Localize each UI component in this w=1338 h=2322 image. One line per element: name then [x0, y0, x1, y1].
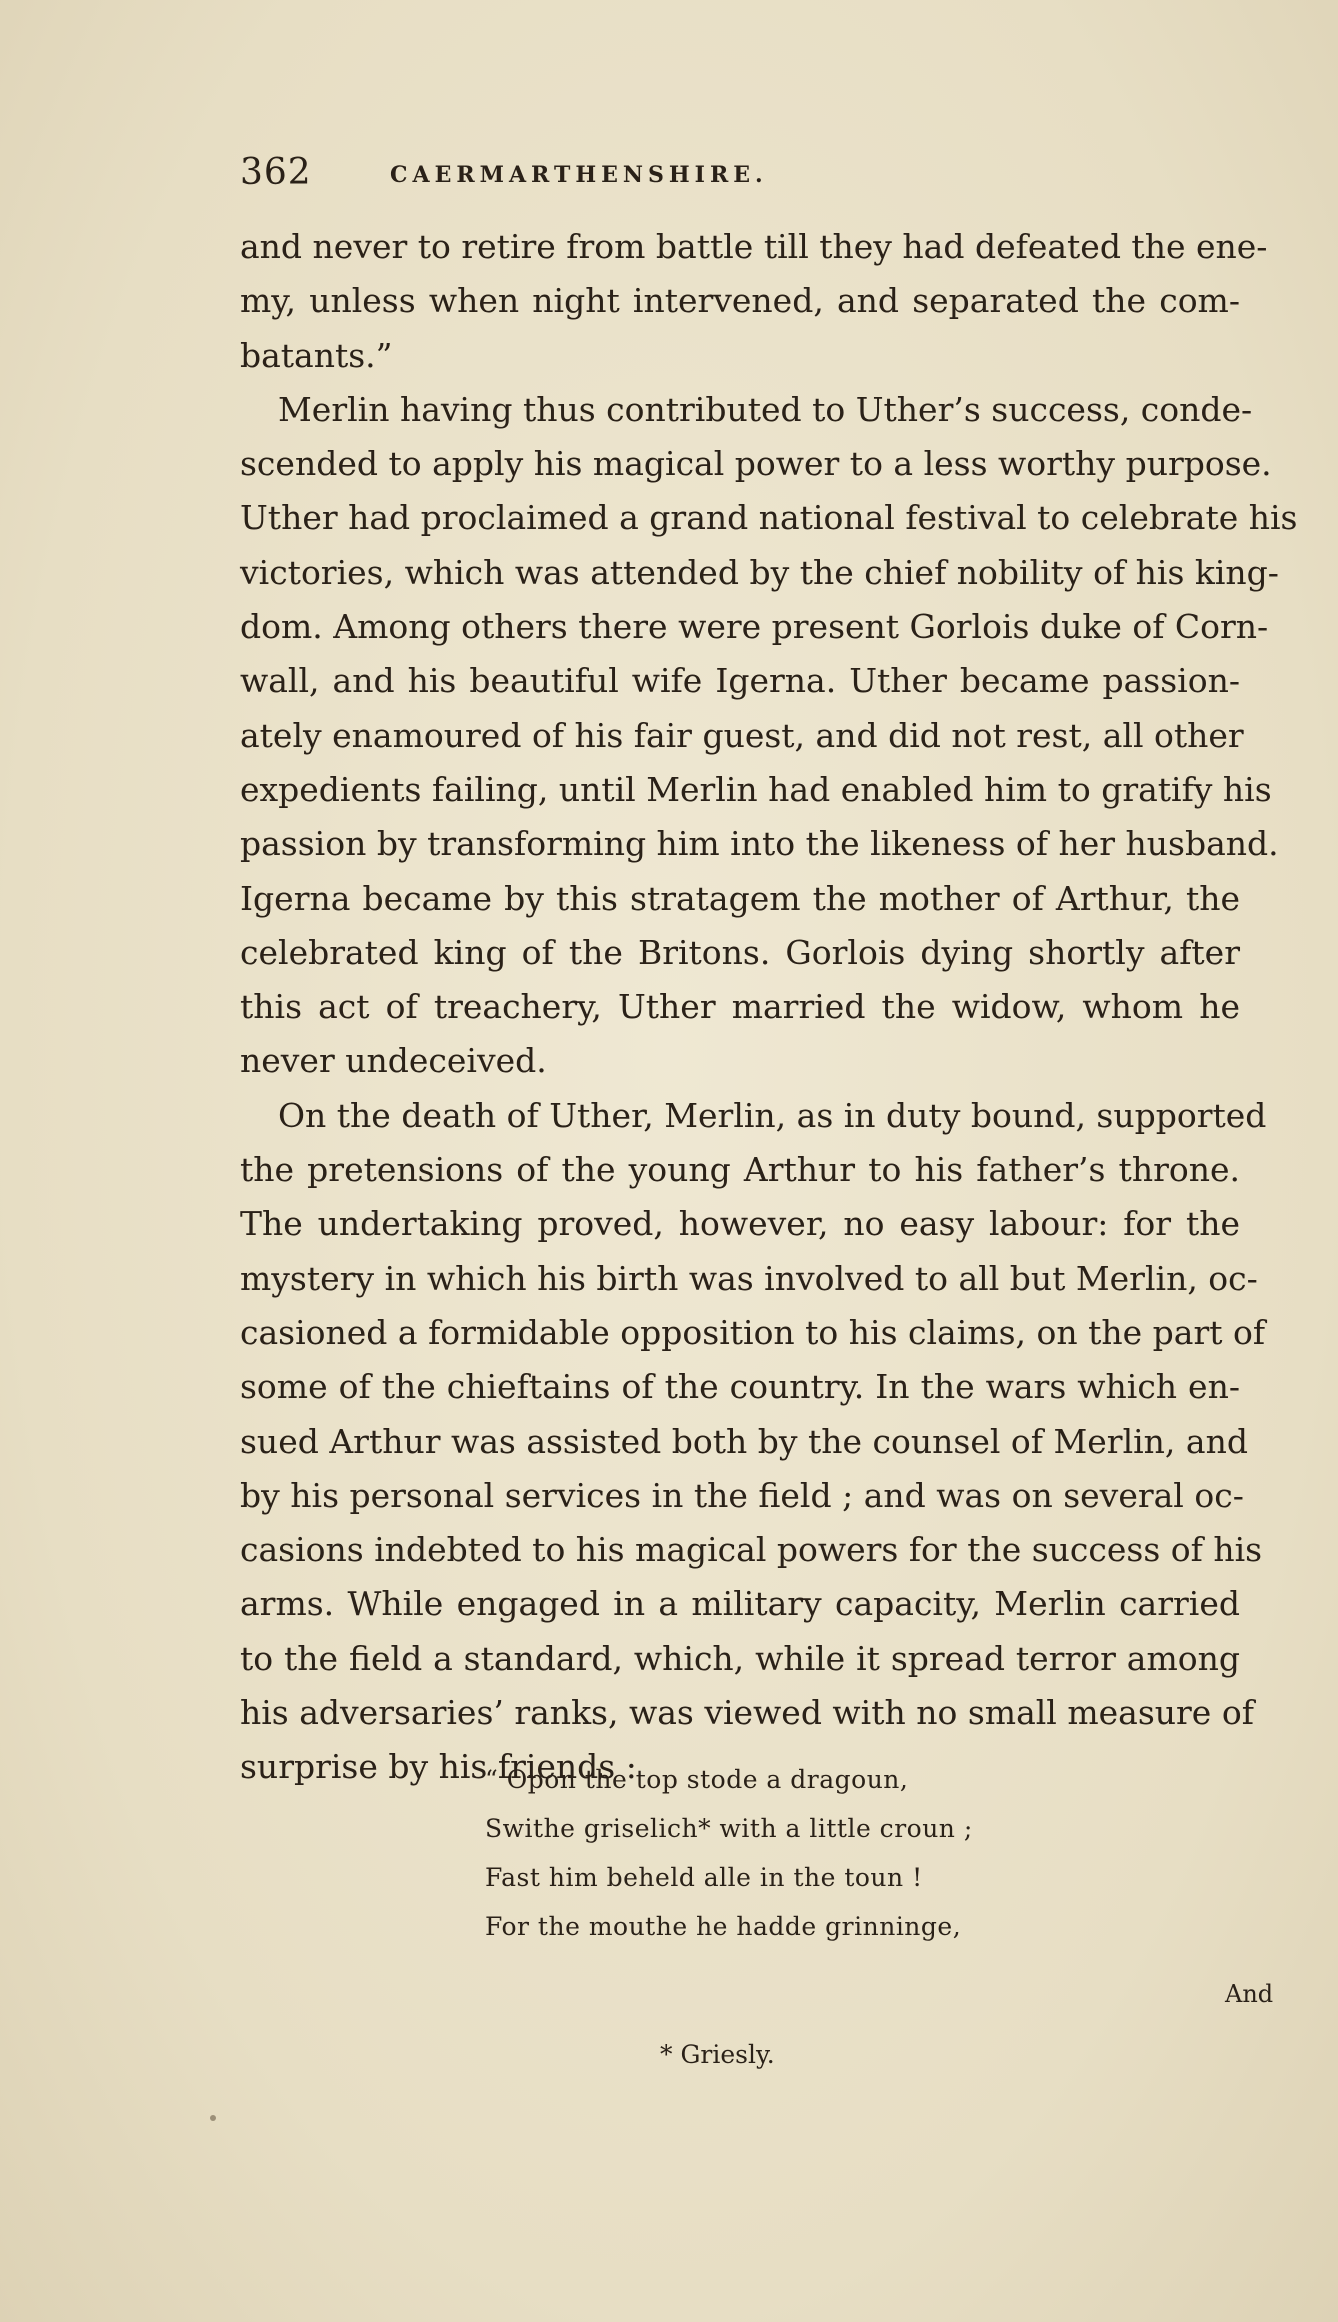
text-line: wall, and his beautiful wife Igerna. Uther became passion-	[240, 661, 1240, 701]
text-line: some of the chieftains of the country. In the wars which en-	[240, 1367, 1240, 1407]
footnote: * Griesly.	[660, 2040, 775, 2069]
text-line: surprise by his friends :	[240, 1747, 637, 1787]
text-line: my, unless when night intervened, and separated the com-	[240, 281, 1240, 321]
text-line: casions indebted to his magical powers for the success of his	[240, 1530, 1263, 1570]
text-line: passion by transforming him into the likeness of her husband.	[240, 824, 1279, 864]
page-number: 362	[240, 152, 312, 193]
catchword: And	[1225, 1980, 1274, 2008]
text-line: celebrated king of the Britons. Gorlois dying shortly after	[240, 932, 1240, 972]
text-line: casioned a formidable opposition to his claims, on the part of	[240, 1312, 1266, 1352]
text-line: dom. Among others there were present Gorlois duke of Corn-	[240, 607, 1269, 647]
text-line: his adversaries’ ranks, was viewed with no small measure of	[240, 1693, 1254, 1733]
text-line: Uther had proclaimed a grand national festival to celebrate his	[240, 498, 1298, 538]
text-line: The undertaking proved, however, no easy labour: for the	[240, 1204, 1240, 1244]
text-line: victories, which was attended by the chief nobility of his king-	[240, 552, 1279, 592]
text-line: this act of treachery, Uther married the widow, whom he	[240, 987, 1240, 1027]
verse-line: For the mouthe he hadde grinninge,	[485, 1912, 962, 1941]
text-line: the pretensions of the young Arthur to his father’s throne.	[240, 1150, 1240, 1190]
body-text	[240, 220, 1298, 1795]
text-line: sued Arthur was assisted both by the counsel of Merlin, and	[240, 1421, 1248, 1461]
text-line: never undeceived.	[240, 1041, 547, 1081]
verse-line: Swithe griselich* with a little croun ;	[485, 1814, 973, 1843]
text-line: mystery in which his birth was involved to all but Merlin, oc-	[240, 1258, 1258, 1298]
verse-line: Fast him beheld alle in the toun !	[485, 1863, 923, 1892]
text-line: ately enamoured of his fair guest, and did not rest, all other	[240, 715, 1244, 755]
running-title: CAERMARTHENSHIRE.	[390, 162, 768, 188]
text-line: Merlin having thus contributed to Uther’s success, conde-	[278, 389, 1253, 429]
text-line: batants.”	[240, 335, 393, 375]
text-line: by his personal services in the field ; and was on several oc-	[240, 1475, 1244, 1515]
text-line: On the death of Uther, Merlin, as in duty bound, supported	[278, 1095, 1267, 1135]
text-line: to the field a standard, which, while it spread terror among	[240, 1638, 1240, 1678]
verse-line: “ Opon the top stode a dragoun,	[485, 1765, 909, 1794]
text-line: arms. While engaged in a military capacity, Merlin carried	[240, 1584, 1240, 1624]
text-line: scended to apply his magical power to a less worthy purpose.	[240, 444, 1272, 484]
text-line: Igerna became by this stratagem the mother of Arthur, the	[240, 878, 1240, 918]
text-line: and never to retire from battle till they had defeated the ene-	[240, 227, 1268, 266]
page-header	[240, 152, 1120, 202]
ink-speck	[210, 2115, 216, 2121]
text-line: expedients failing, until Merlin had enabled him to gratify his	[240, 769, 1272, 809]
verse-quotation	[485, 1755, 1105, 1951]
